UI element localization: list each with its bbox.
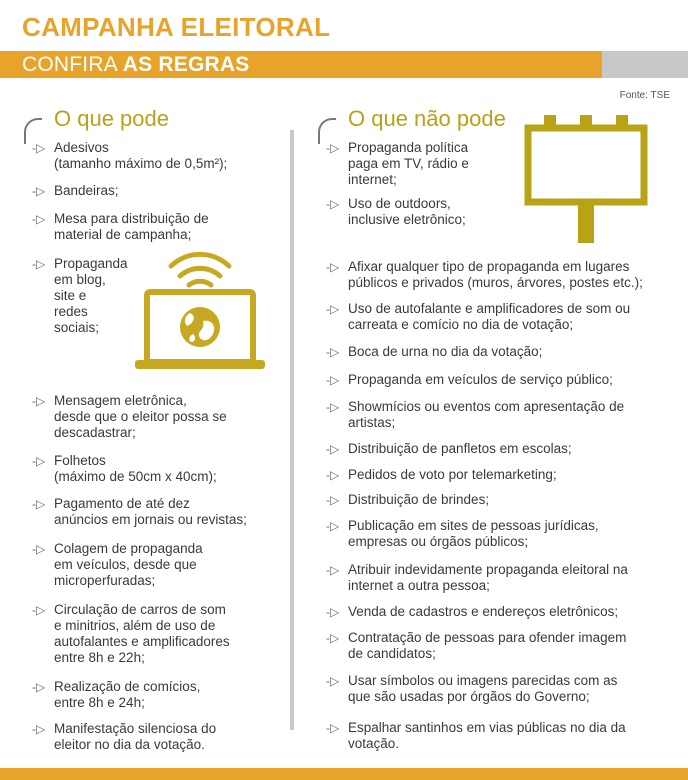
arrow-bullet-icon: -▷ [326, 674, 340, 688]
page-title: CAMPANHA ELEITORAL [22, 12, 331, 42]
arrow-bullet-icon: -▷ [32, 394, 46, 408]
arrow-bullet-icon: -▷ [326, 260, 340, 274]
list-item: -▷ Afixar qualquer tipo de propaganda em lugares públicos e privados (muros, árvores, postes etc.); [326, 259, 643, 290]
arrow-bullet-icon: -▷ [32, 680, 46, 694]
list-item: -▷ Venda de cadastros e endereços eletrônicos; [326, 604, 619, 619]
list-item: -▷ Propaganda política paga em TV, rádio e internet; [326, 140, 469, 187]
arrow-bullet-icon: -▷ [326, 141, 340, 155]
list-item: -▷ Pagamento de até dez anúncios em jornais ou revistas; [32, 496, 247, 527]
arrow-bullet-icon: -▷ [32, 497, 46, 511]
list-item: -▷ Publicação em sites de pessoas jurídicas, empresas ou órgãos públicos; [326, 518, 599, 549]
subtitle-light: CONFIRA [22, 53, 117, 76]
arrow-bullet-icon: -▷ [326, 345, 340, 359]
arrow-bullet-icon: -▷ [326, 373, 340, 387]
list-item: -▷ Bandeiras; [32, 183, 119, 198]
list-item: -▷ Circulação de carros de som e minitrios, além de uso de autofalantes e amplificadores entre 8h e 22h; [32, 602, 230, 665]
arrow-bullet-icon: -▷ [32, 603, 46, 617]
arrow-bullet-icon: -▷ [326, 563, 340, 577]
arrow-bullet-icon: -▷ [326, 197, 340, 211]
list-item: -▷ Distribuição de brindes; [326, 492, 490, 507]
list-item: -▷ Uso de outdoors, inclusive eletrônico; [326, 196, 466, 227]
arrow-bullet-icon: -▷ [32, 212, 46, 226]
arrow-bullet-icon: -▷ [32, 184, 46, 198]
list-item: -▷ Realização de comícios, entre 8h e 24h; [32, 679, 201, 710]
list-item: -▷ Uso de autofalante e amplificadores de som ou carreata e comício no dia de votação; [326, 301, 631, 332]
arrow-bullet-icon: -▷ [326, 519, 340, 533]
band-gray-block [602, 51, 688, 78]
arrow-bullet-icon: -▷ [326, 442, 340, 456]
left-heading: O que pode [54, 106, 169, 131]
arrow-bullet-icon: -▷ [32, 722, 46, 736]
arrow-bullet-icon: -▷ [32, 257, 46, 271]
subtitle-band [0, 51, 688, 78]
arrow-bullet-icon: -▷ [326, 468, 340, 482]
list-item: -▷ Folhetos (máximo de 50cm x 40cm); [32, 453, 217, 484]
list-item: -▷ Colagem de propaganda em veículos, desde que microperfuradas; [32, 541, 203, 588]
arrow-bullet-icon: -▷ [326, 302, 340, 316]
arrow-bullet-icon: -▷ [326, 493, 340, 507]
billboard-icon [524, 110, 648, 245]
list-item: -▷ Contratação de pessoas para ofender imagem de candidatos; [326, 630, 627, 661]
right-heading: O que não pode [348, 106, 506, 131]
list-item: -▷ Mensagem eletrônica, desde que o eleitor possa se descadastrar; [32, 393, 227, 440]
laptop-globe-wifi-icon [135, 250, 265, 375]
list-item: -▷ Propaganda em veículos de serviço público; [326, 372, 613, 387]
source-note: Fonte: TSE [619, 90, 670, 101]
list-item: -▷ Distribuição de panfletos em escolas; [326, 441, 572, 456]
subtitle-bold: AS REGRAS [122, 53, 250, 76]
list-item: -▷ Espalhar santinhos em vias públicas no dia da votação. [326, 720, 626, 751]
list-item: -▷ Boca de urna no dia da votação; [326, 344, 543, 359]
page-subtitle [22, 53, 249, 77]
list-item: -▷ Showmícios ou eventos com apresentação de artistas; [326, 399, 625, 430]
list-item: -▷ Atribuir indevidamente propaganda eleitoral na internet a outra pessoa; [326, 562, 628, 593]
arrow-bullet-icon: -▷ [32, 141, 46, 155]
arrow-bullet-icon: -▷ [326, 400, 340, 414]
footer-band [0, 768, 688, 780]
arrow-bullet-icon: -▷ [32, 454, 46, 468]
list-item: -▷ Propaganda em blog, site e redes sociais; [32, 256, 128, 335]
list-item: -▷ Adesivos (tamanho máximo de 0,5m²); [32, 140, 228, 171]
arrow-bullet-icon: -▷ [32, 542, 46, 556]
arrow-bullet-icon: -▷ [326, 721, 340, 735]
list-item: -▷ Mesa para distribuição de material de campanha; [32, 211, 209, 242]
arrow-bullet-icon: -▷ [326, 605, 340, 619]
list-item: -▷ Usar símbolos ou imagens parecidas com as que são usadas por órgãos do Governo; [326, 673, 618, 704]
list-item: -▷ Pedidos de voto por telemarketing; [326, 467, 557, 482]
column-divider [290, 130, 294, 730]
list-item: -▷ Manifestação silenciosa do eleitor no dia da votação. [32, 721, 217, 752]
arrow-bullet-icon: -▷ [326, 631, 340, 645]
